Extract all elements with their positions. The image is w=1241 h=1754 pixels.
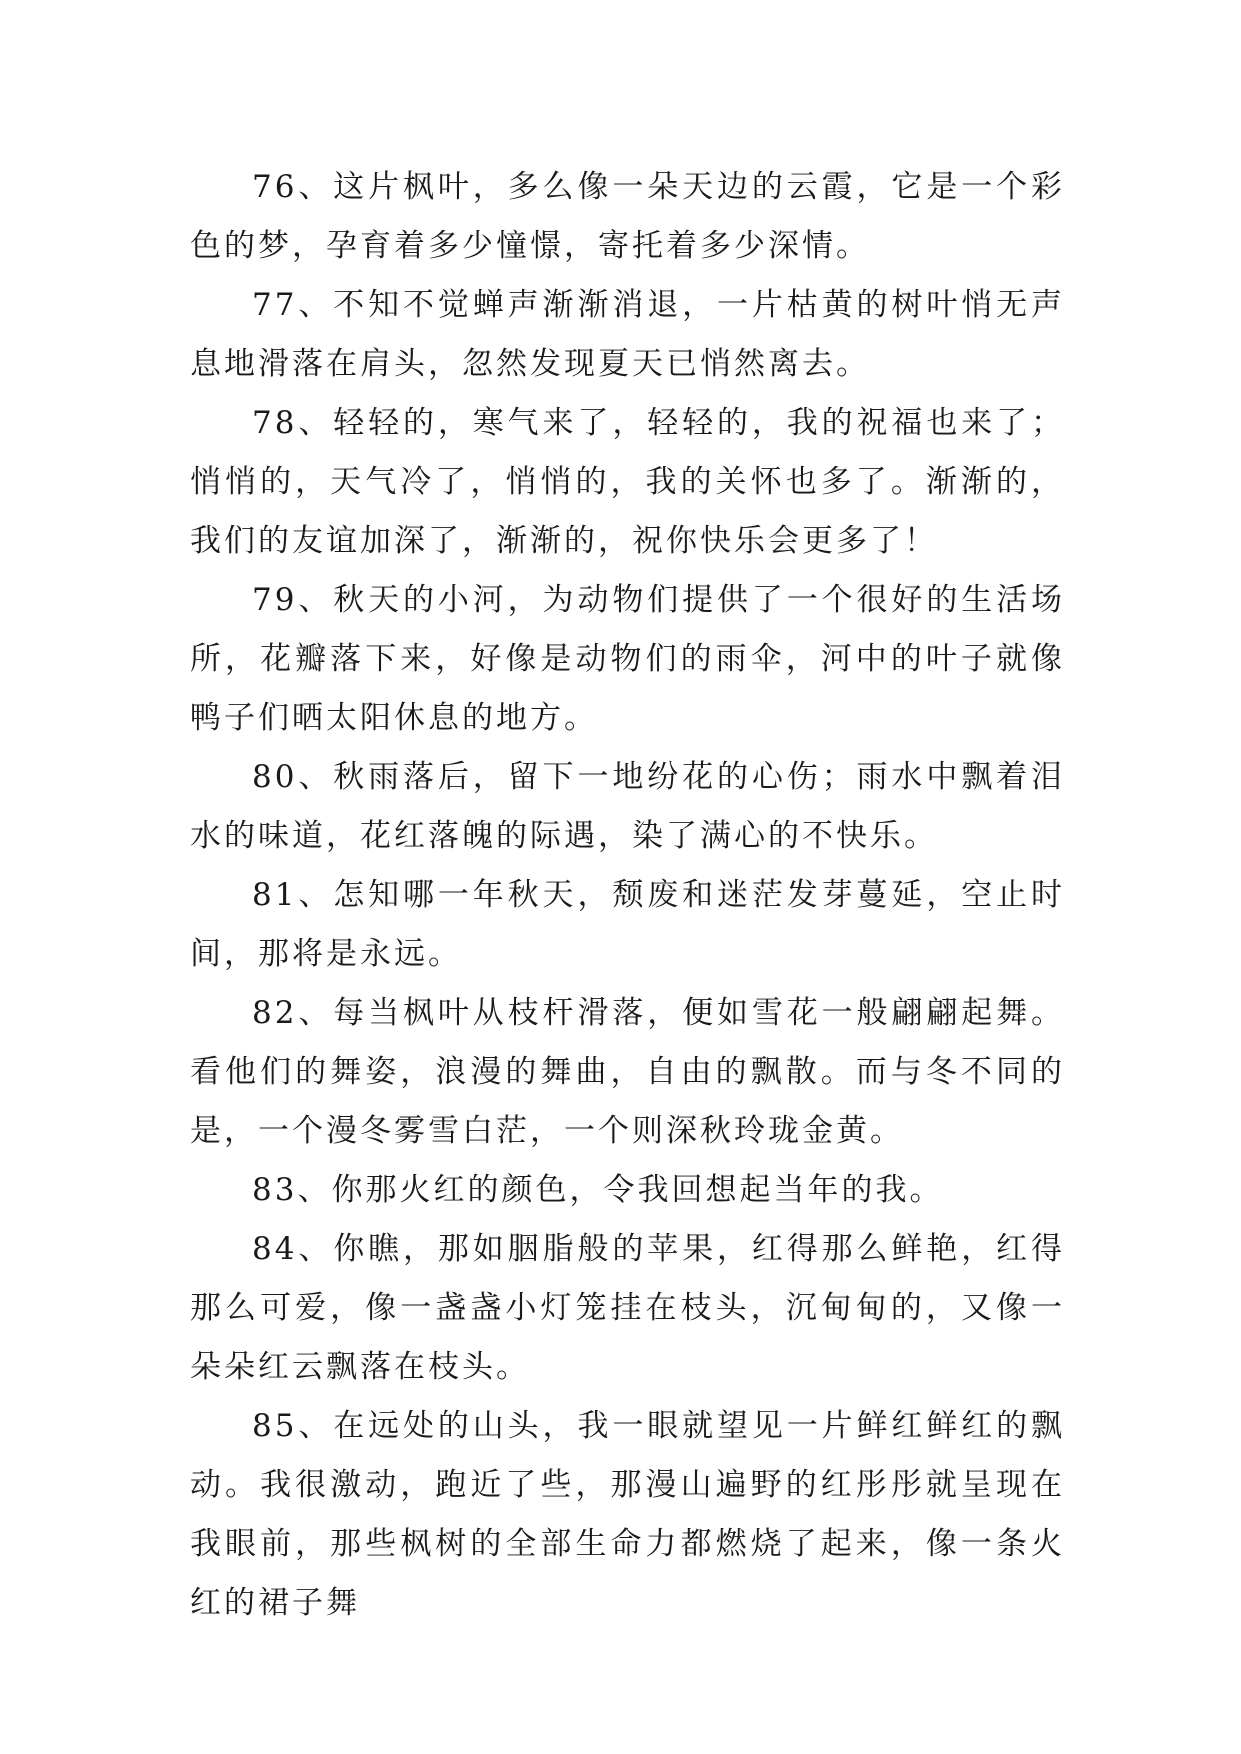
paragraph-84: 84、你瞧，那如胭脂般的苹果，红得那么鲜艳，红得那么可爱，像一盏盏小灯笼挂在枝头，沉甸甸的，又像一朵朵红云飘落在枝头。 [190, 1231, 1065, 1385]
paragraph-82: 82、每当枫叶从枝杆滑落，便如雪花一般翩翩起舞。看他们的舞姿，浪漫的舞曲，自由的飘散。而与冬不同的是，一个漫冬雾雪白茫，一个则深秋玲珑金黄。 [190, 995, 1065, 1149]
paragraph-77: 77、不知不觉蝉声渐渐消退，一片枯黄的树叶悄无声息地滑落在肩头，忽然发现夏天已悄然离去。 [190, 287, 1065, 382]
paragraph-80: 80、秋雨落后，留下一地纷花的心伤；雨水中飘着泪水的味道，花红落魄的际遇，染了满心的不快乐。 [190, 759, 1065, 854]
document-body [190, 158, 1065, 1633]
paragraph-81: 81、怎知哪一年秋天，颓废和迷茫发芽蔓延，空止时间，那将是永远。 [190, 877, 1065, 972]
paragraph-85: 85、在远处的山头，我一眼就望见一片鲜红鲜红的飘动。我很激动，跑近了些，那漫山遍野的红彤彤就呈现在我眼前，那些枫树的全部生命力都燃烧了起来，像一条火红的裙子舞 [190, 1408, 1065, 1621]
paragraph-83: 83、你那火红的颜色，令我回想起当年的我。 [252, 1172, 944, 1208]
paragraph-79: 79、秋天的小河，为动物们提供了一个很好的生活场所，花瓣落下来，好像是动物们的雨伞，河中的叶子就像鸭子们晒太阳休息的地方。 [190, 582, 1065, 736]
paragraph-76: 76、这片枫叶，多么像一朵天边的云霞，它是一个彩色的梦，孕育着多少憧憬，寄托着多少深情。 [190, 169, 1065, 264]
paragraph-78: 78、轻轻的，寒气来了，轻轻的，我的祝福也来了；悄悄的，天气冷了，悄悄的，我的关怀也多了。渐渐的，我们的友谊加深了，渐渐的，祝你快乐会更多了！ [190, 405, 1065, 559]
